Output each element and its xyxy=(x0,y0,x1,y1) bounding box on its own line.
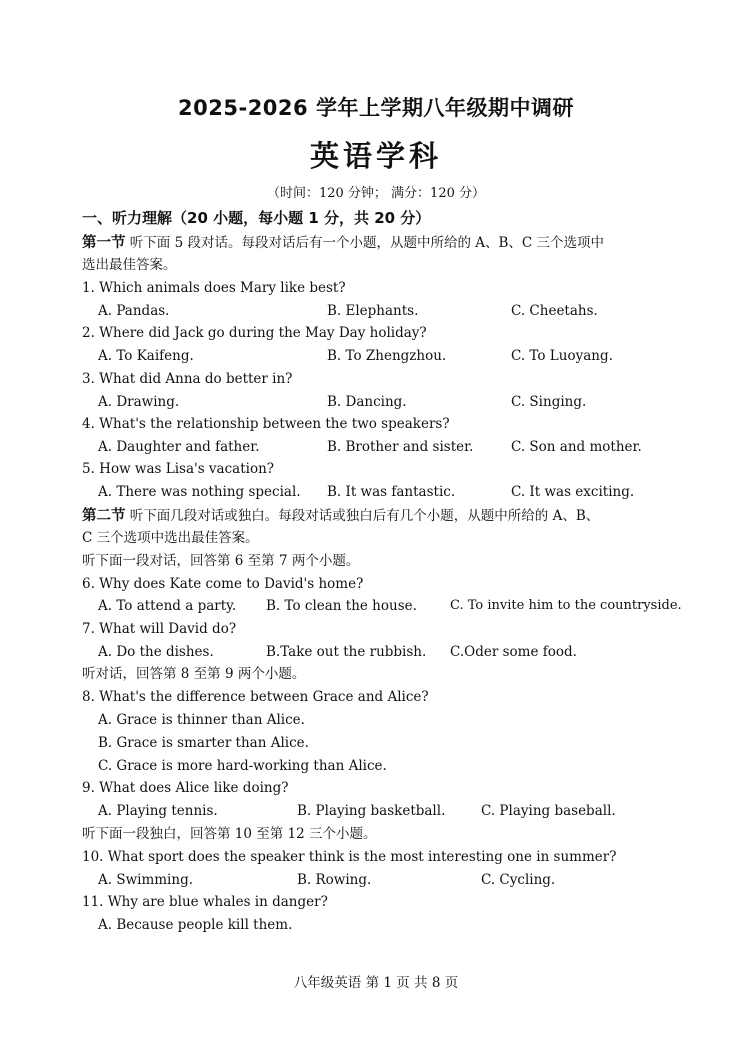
question-6-option-c: C. To invite him to the countryside. xyxy=(450,598,682,613)
question-5-option-a: A. There was nothing special. xyxy=(98,484,301,500)
exam-info: （时间：120 分钟； 满分：120 分） xyxy=(266,186,486,201)
question-1-option-b: B. Elephants. xyxy=(327,303,419,319)
question-5-option-b: B. It was fantastic. xyxy=(327,484,456,500)
exam-title: 2025-2026 学年上学期八年级期中调研 xyxy=(178,96,574,120)
question-2-option-c: C. To Luoyang. xyxy=(511,348,613,364)
question-11-option-a: A. Because people kill them. xyxy=(98,917,293,933)
question-9-option-b: B. Playing basketball. xyxy=(297,803,446,819)
question-11-stem: 11. Why are blue whales in danger? xyxy=(82,894,328,910)
part1-instruction-text: 听下面 5 段对话。每段对话后有一个小题，从题中所给的 A、B、C 三个选项中 xyxy=(129,235,605,251)
question-8-option-c: C. Grace is more hard-working than Alice. xyxy=(98,758,387,774)
section-heading: 一、听力理解（20 小题，每小题 1 分，共 20 分） xyxy=(82,209,431,227)
part1-instruction xyxy=(82,234,604,252)
part2-instruction-text: 听下面几段对话或独白。每段对话或独白后有几个小题，从题中所给的 A、B、 xyxy=(129,508,600,524)
question-3-stem: 3. What did Anna do better in? xyxy=(82,371,293,387)
question-3-option-b: B. Dancing. xyxy=(327,394,407,410)
question-7-option-a: A. Do the dishes. xyxy=(98,644,214,660)
question-9-stem: 9. What does Alice like doing? xyxy=(82,780,289,796)
question-7-option-b: B.Take out the rubbish. xyxy=(266,644,427,660)
part2-instruction xyxy=(82,507,599,525)
question-5-stem: 5. How was Lisa's vacation? xyxy=(82,461,275,477)
part2-label: 第二节 xyxy=(82,508,126,524)
question-3-option-a: A. Drawing. xyxy=(98,394,180,410)
subject-title: 英语学科 xyxy=(309,139,442,173)
question-10-option-c: C. Cycling. xyxy=(481,872,556,888)
question-3-option-c: C. Singing. xyxy=(511,394,587,410)
question-8-stem: 8. What's the difference between Grace and Alice? xyxy=(82,689,429,705)
question-10-option-a: A. Swimming. xyxy=(98,872,194,888)
question-4-option-b: B. Brother and sister. xyxy=(327,439,474,455)
part2-instruction-cont: C 三个选项中选出最佳答案。 xyxy=(82,530,259,546)
part1-instruction-cont: 选出最佳答案。 xyxy=(82,257,177,273)
question-4-option-a: A. Daughter and father. xyxy=(98,439,260,455)
question-9-option-a: A. Playing tennis. xyxy=(98,803,218,819)
question-10-stem: 10. What sport does the speaker think is the most interesting one in summer? xyxy=(82,849,617,865)
question-2-option-b: B. To Zhengzhou. xyxy=(327,348,447,364)
note-questions-10-12: 听下面一段独白，回答第 10 至第 12 三个小题。 xyxy=(82,826,377,842)
question-4-option-c: C. Son and mother. xyxy=(511,439,642,455)
note-questions-6-7: 听下面一段对话，回答第 6 至第 7 两个小题。 xyxy=(82,553,360,569)
question-6-stem: 6. Why does Kate come to David's home? xyxy=(82,576,364,592)
note-questions-8-9: 听对话，回答第 8 至第 9 两个小题。 xyxy=(82,666,306,682)
question-8-option-a: A. Grace is thinner than Alice. xyxy=(98,712,305,728)
question-10-option-b: B. Rowing. xyxy=(297,872,372,888)
question-9-option-c: C. Playing baseball. xyxy=(481,803,616,819)
question-6-option-a: A. To attend a party. xyxy=(98,598,237,614)
question-4-stem: 4. What's the relationship between the two speakers? xyxy=(82,416,450,432)
question-2-stem: 2. Where did Jack go during the May Day holiday? xyxy=(82,325,427,341)
question-1-stem: 1. Which animals does Mary like best? xyxy=(82,280,346,296)
page-footer: 八年级英语 第 1 页 共 8 页 xyxy=(293,975,459,991)
question-6-option-b: B. To clean the house. xyxy=(266,598,417,614)
question-7-option-c: C.Oder some food. xyxy=(450,644,577,660)
question-1-option-c: C. Cheetahs. xyxy=(511,303,598,319)
question-8-option-b: B. Grace is smarter than Alice. xyxy=(98,735,309,751)
question-5-option-c: C. It was exciting. xyxy=(511,484,635,500)
question-2-option-a: A. To Kaifeng. xyxy=(98,348,194,364)
question-7-stem: 7. What will David do? xyxy=(82,621,237,637)
part1-label: 第一节 xyxy=(82,235,126,251)
question-1-option-a: A. Pandas. xyxy=(98,303,170,319)
